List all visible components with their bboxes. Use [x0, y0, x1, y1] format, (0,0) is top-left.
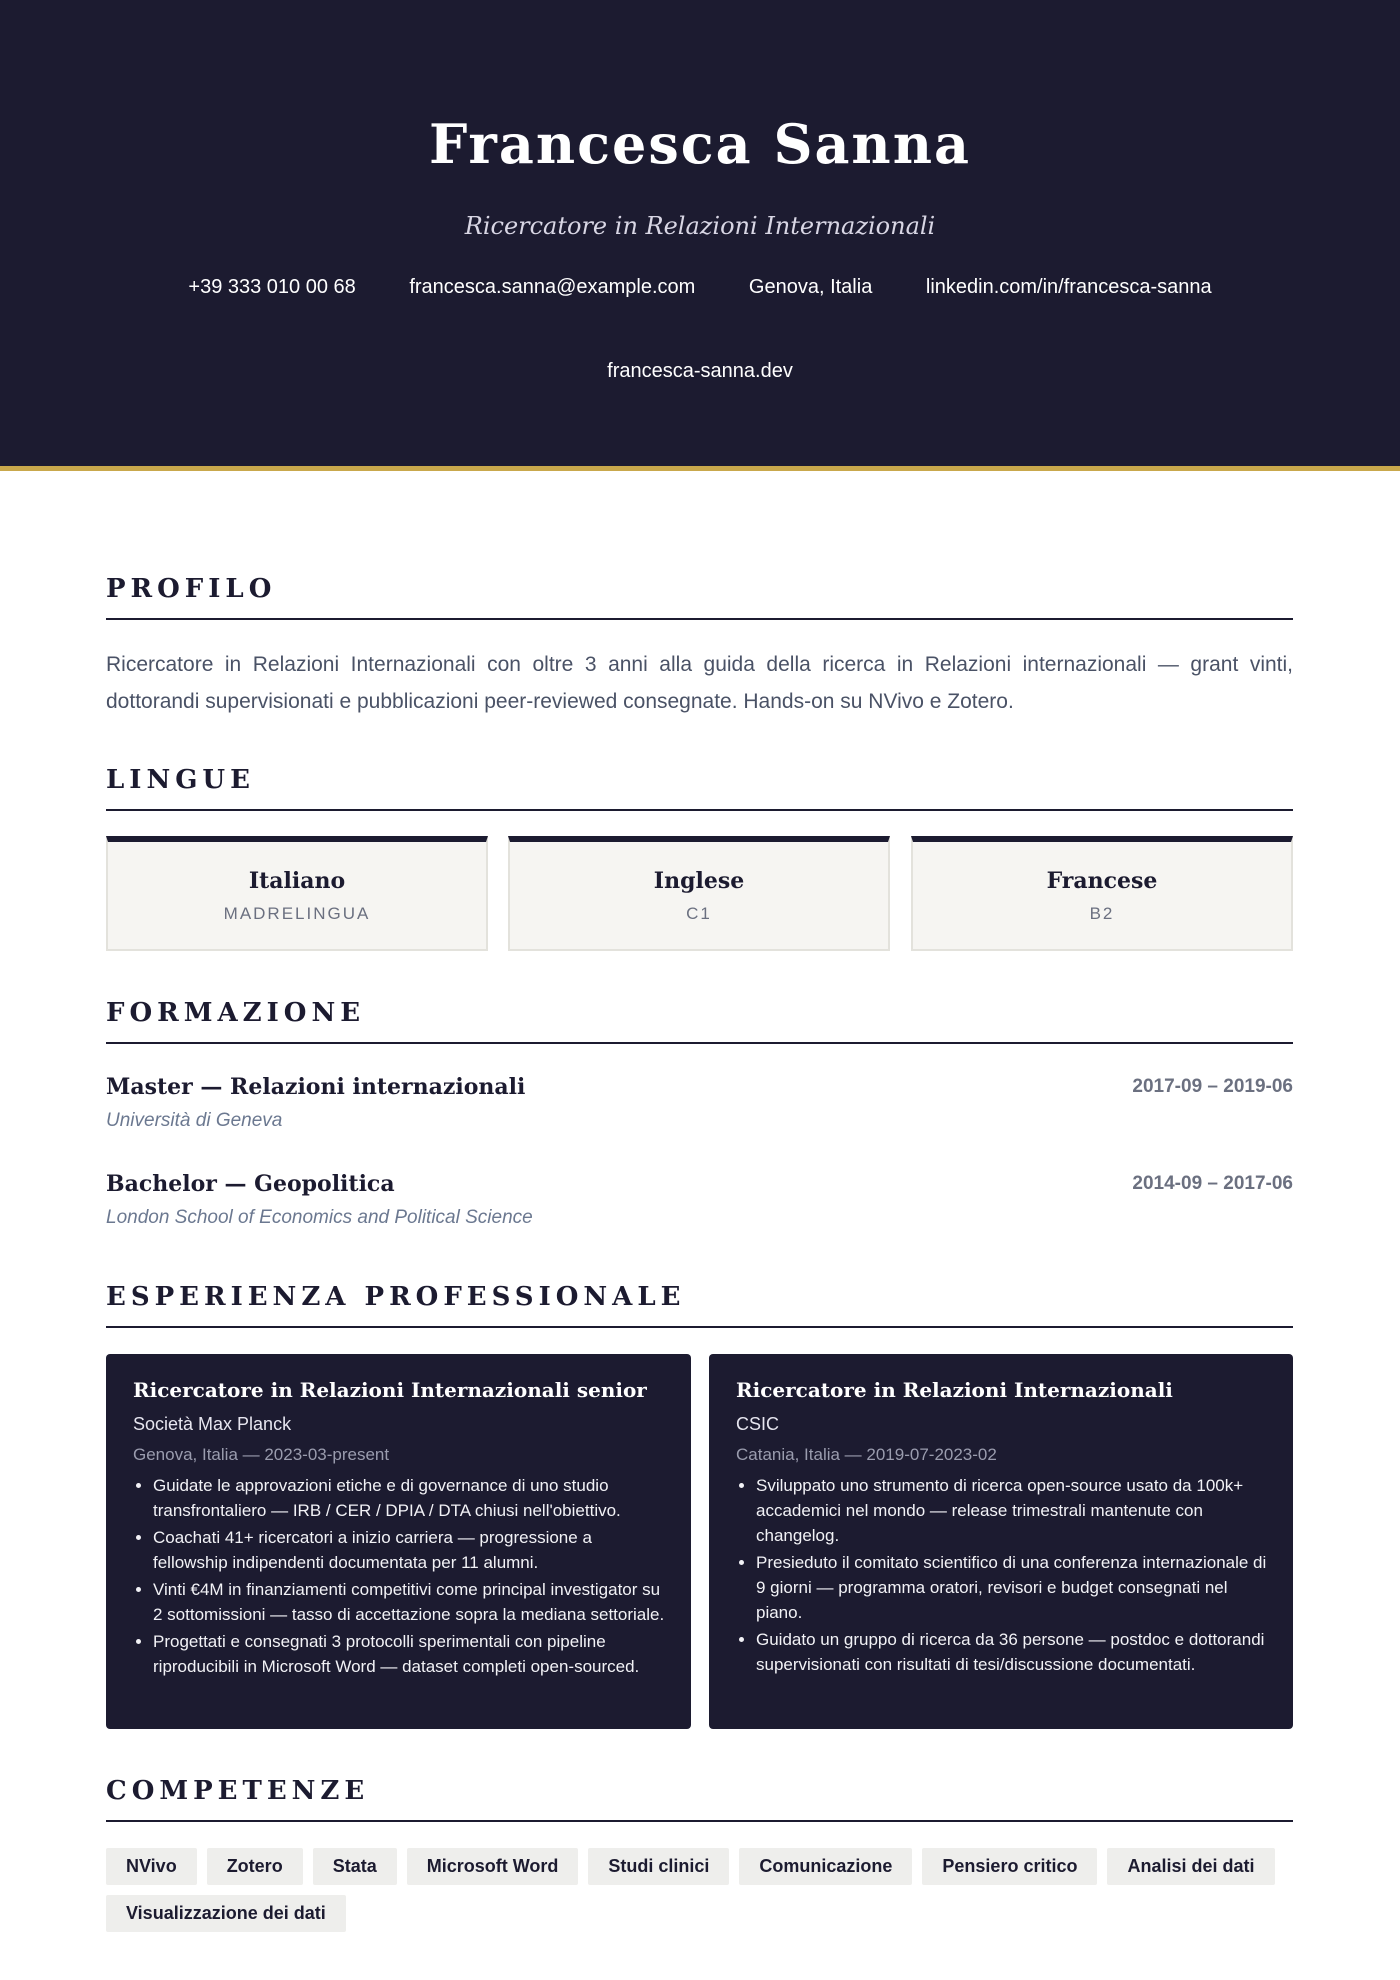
contact-line: [0, 276, 1400, 299]
skill-tag: NVivo: [106, 1848, 197, 1885]
education-school: London School of Economics and Political Science: [106, 1207, 533, 1228]
language-card: [508, 836, 890, 951]
job-bullet: • Coachati 41+ ricercatori a inizio carriera — progressione a fellowship indipendenti documentata per 11 alumni.: [153, 1525, 665, 1575]
language-card: [911, 836, 1293, 951]
job-bullet: • Progettati e consegnati 3 protocolli sperimentali con pipeline riproducibili in Microsoft Word — dataset completi open-sourced.: [153, 1629, 665, 1679]
job-bullet: • Vinti €4M in finanziamenti competitivi come principal investigator su 2 sottomissioni — tasso di accettazione sopra la mediana settoriale.: [153, 1577, 665, 1627]
language-name: Francese: [1046, 868, 1158, 894]
skill-tag: Zotero: [207, 1848, 303, 1885]
job-bullet: • Guidato un gruppo di ricerca da 36 persone — postdoc e dottorandi supervisionati con risultati di tesi/discussione documentati.: [756, 1627, 1267, 1677]
candidate-name: Francesca Sanna: [429, 112, 971, 176]
education-item: [106, 1171, 1293, 1229]
skill-tag: Analisi dei dati: [1107, 1848, 1274, 1885]
contact-website[interactable]: francesca-sanna.dev: [607, 360, 793, 382]
language-name: Italiano: [248, 868, 346, 894]
language-level: C1: [686, 904, 712, 923]
skill-tag: Comunicazione: [739, 1848, 912, 1885]
education-dates: 2014-09 – 2017-06: [1132, 1173, 1293, 1194]
contact-phone[interactable]: +39 333 010 00 68: [188, 276, 356, 298]
section-title-profile: PROFILO: [106, 574, 1293, 620]
resume-header: [0, 0, 1400, 471]
contact-email[interactable]: francesca.sanna@example.com: [409, 276, 696, 298]
education-dates: 2017-09 – 2019-06: [1132, 1076, 1293, 1097]
job-bullets: [133, 1473, 665, 1679]
skill-tag: Studi clinici: [588, 1848, 729, 1885]
candidate-subtitle: Ricercatore in Relazioni Internazionali: [464, 212, 936, 240]
section-title-skills: COMPETENZE: [106, 1776, 1293, 1822]
job-bullet: • Sviluppato uno strumento di ricerca open-source usato da 100k+ accademici nel mondo — release trimestrali mantenute con changelog.: [756, 1473, 1267, 1548]
education-degree: Bachelor — Geopolitica: [106, 1171, 395, 1197]
profile-text: Ricercatore in Relazioni Internazionali con oltre 3 anni alla guida della ricerca in Relazioni internazionali — grant vinti, dottorandi supervisionati e pubblicazioni peer-reviewed consegnate. Hands-on su NVivo e Zotero.: [106, 653, 1293, 713]
job-company: CSIC: [736, 1414, 780, 1434]
job-bullet: • Guidate le approvazioni etiche e di governance di uno studio transfrontaliero — IRB / CER / DPIA / DTA chiusi nell'obiettivo.: [153, 1473, 665, 1523]
skill-tag: Stata: [313, 1848, 397, 1885]
job-bullet: • Presieduto il comitato scientifico di una conferenza internazionale di 9 giorni — programma oratori, revisori e budget consegnati nel piano.: [756, 1550, 1267, 1625]
job-meta: Catania, Italia — 2019-07-2023-02: [736, 1445, 997, 1464]
job-title: Ricercatore in Relazioni Internazionali senior: [133, 1378, 647, 1402]
language-level: B2: [1089, 904, 1115, 923]
skills-list: [106, 1848, 1293, 1932]
language-level: MADRELINGUA: [223, 904, 371, 923]
job-company: Società Max Planck: [133, 1414, 292, 1434]
language-card: [106, 836, 488, 951]
skill-tag: Microsoft Word: [407, 1848, 579, 1885]
skill-tag: Visualizzazione dei dati: [106, 1895, 346, 1932]
education-school: Università di Geneva: [106, 1110, 283, 1131]
skill-tag: Pensiero critico: [922, 1848, 1097, 1885]
job-card: [106, 1354, 691, 1729]
language-name: Inglese: [653, 868, 745, 894]
section-title-education: FORMAZIONE: [106, 998, 1293, 1044]
job-meta: Genova, Italia — 2023-03-present: [133, 1445, 390, 1464]
education-item: [106, 1074, 1293, 1132]
contact-location: Genova, Italia: [748, 276, 873, 298]
section-title-experience: ESPERIENZA PROFESSIONALE: [106, 1282, 1293, 1328]
job-title: Ricercatore in Relazioni Internazionali: [736, 1378, 1173, 1402]
education-degree: Master — Relazioni internazionali: [106, 1074, 526, 1100]
section-title-languages: LINGUE: [106, 765, 1293, 811]
contact-linkedin[interactable]: linkedin.com/in/francesca-sanna: [925, 276, 1212, 298]
job-bullets: [736, 1473, 1267, 1677]
job-card: [709, 1354, 1293, 1729]
